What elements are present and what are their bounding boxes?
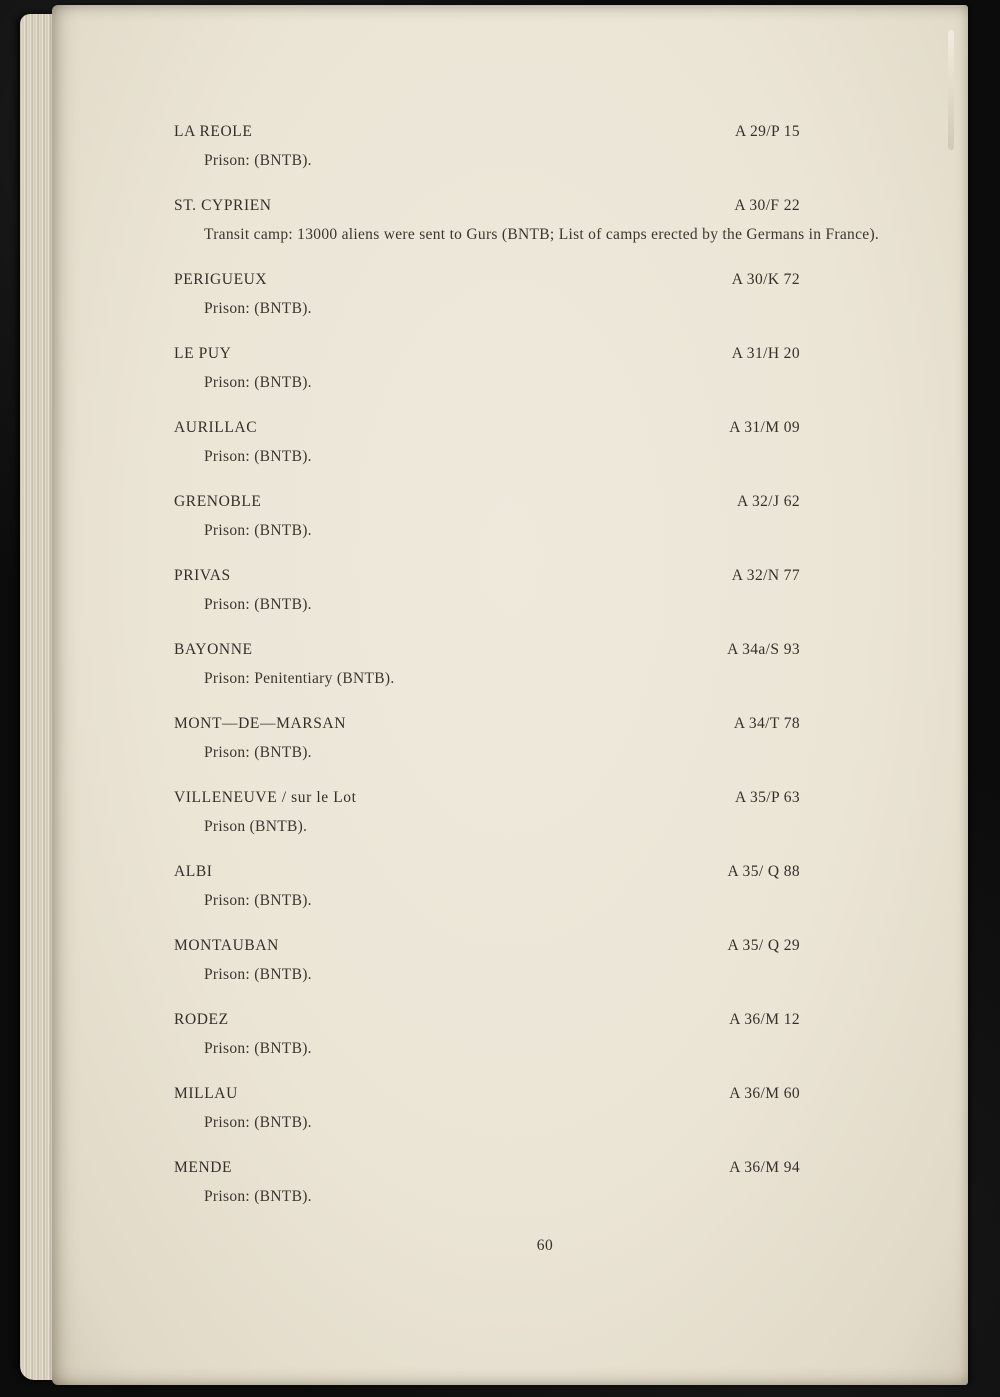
entry — [52, 1155, 968, 1210]
entry-name: PRIVAS — [174, 567, 231, 584]
entry-head — [174, 1007, 928, 1033]
entry-detail: Prison: (BNTB). — [204, 1114, 312, 1131]
entry-detail: Prison: (BNTB). — [204, 152, 312, 169]
entry-code: A 35/ Q 88 — [727, 863, 800, 880]
entry-code: A 34a/S 93 — [727, 641, 800, 658]
book-page — [52, 5, 968, 1385]
entry-name: GRENOBLE — [174, 493, 262, 510]
entry — [52, 1007, 968, 1062]
entry-code: A 30/F 22 — [734, 197, 800, 214]
entry-head — [174, 193, 928, 219]
entry-head — [174, 341, 928, 367]
entry-name: MILLAU — [174, 1085, 238, 1102]
entry-name: AURILLAC — [174, 419, 258, 436]
entry-head — [174, 933, 928, 959]
entry-code: A 32/N 77 — [731, 567, 800, 584]
entry-detail: Prison: (BNTB). — [204, 744, 312, 761]
entry-code: A 35/ Q 29 — [727, 937, 800, 954]
entry-code: A 29/P 15 — [734, 123, 800, 140]
entry — [52, 933, 968, 988]
entry-name: BAYONNE — [174, 641, 253, 658]
entry-detail: Prison: (BNTB). — [204, 522, 312, 539]
entry-name: MONTAUBAN — [174, 937, 279, 954]
entry-code: A 34/T 78 — [733, 715, 800, 732]
entry — [52, 1081, 968, 1136]
entry-detail: Prison: (BNTB). — [204, 1040, 312, 1057]
entry-head — [174, 637, 928, 663]
entry — [52, 711, 968, 766]
entry-name: RODEZ — [174, 1011, 229, 1028]
entry — [52, 563, 968, 618]
entry-detail: Prison: (BNTB). — [204, 966, 312, 983]
entry — [52, 415, 968, 470]
entry — [52, 489, 968, 544]
entry-head — [174, 563, 928, 589]
entry-name: MONT—DE—MARSAN — [174, 715, 347, 732]
entry-code: A 36/M 12 — [729, 1011, 800, 1028]
entry-code: A 32/J 62 — [736, 493, 800, 510]
entries-list — [52, 5, 968, 1229]
entry — [52, 785, 968, 840]
entry-detail: Prison: (BNTB). — [204, 448, 312, 465]
entry — [52, 119, 968, 174]
page-number: 60 — [536, 1237, 554, 1254]
entry — [52, 637, 968, 692]
entry-detail: Prison: (BNTB). — [204, 300, 312, 317]
entry-name: ST. CYPRIEN — [174, 197, 272, 214]
entry-code: A 36/M 94 — [729, 1159, 800, 1176]
entry-detail: Prison: Penitentiary (BNTB). — [204, 670, 395, 687]
entry-name: LE PUY — [174, 345, 232, 362]
entry-detail: Prison: (BNTB). — [204, 596, 312, 613]
entry-detail: Prison: (BNTB). — [204, 1188, 312, 1205]
entry — [52, 859, 968, 914]
entry-detail: Transit camp: 13000 aliens were sent to Gurs (BNTB; List of camps erected by the Germans in France). — [204, 226, 880, 243]
entry-code: A 30/K 72 — [731, 271, 800, 288]
entry-detail: Prison: (BNTB). — [204, 374, 312, 391]
entry-name: VILLENEUVE / sur le Lot — [174, 789, 357, 806]
entry-name: PERIGUEUX — [174, 271, 268, 288]
entry-head — [174, 415, 928, 441]
entry-head — [174, 1155, 928, 1181]
entry-code: A 35/P 63 — [734, 789, 800, 806]
entry-head — [174, 785, 928, 811]
entry-head — [174, 711, 928, 737]
entry-name: MENDE — [174, 1159, 233, 1176]
entry-head — [174, 859, 928, 885]
entry-head — [174, 1081, 928, 1107]
entry-head — [174, 267, 928, 293]
entry-head — [174, 489, 928, 515]
entry — [52, 267, 968, 322]
entry — [52, 341, 968, 396]
entry-detail: Prison: (BNTB). — [204, 892, 312, 909]
entry-code: A 31/H 20 — [731, 345, 800, 362]
entry-code: A 31/M 09 — [729, 419, 800, 436]
entry — [52, 193, 968, 248]
entry-code: A 36/M 60 — [729, 1085, 800, 1102]
entry-name: ALBI — [174, 863, 213, 880]
entry-name: LA REOLE — [174, 123, 253, 140]
entry-head — [174, 119, 928, 145]
entry-detail: Prison (BNTB). — [204, 818, 308, 835]
